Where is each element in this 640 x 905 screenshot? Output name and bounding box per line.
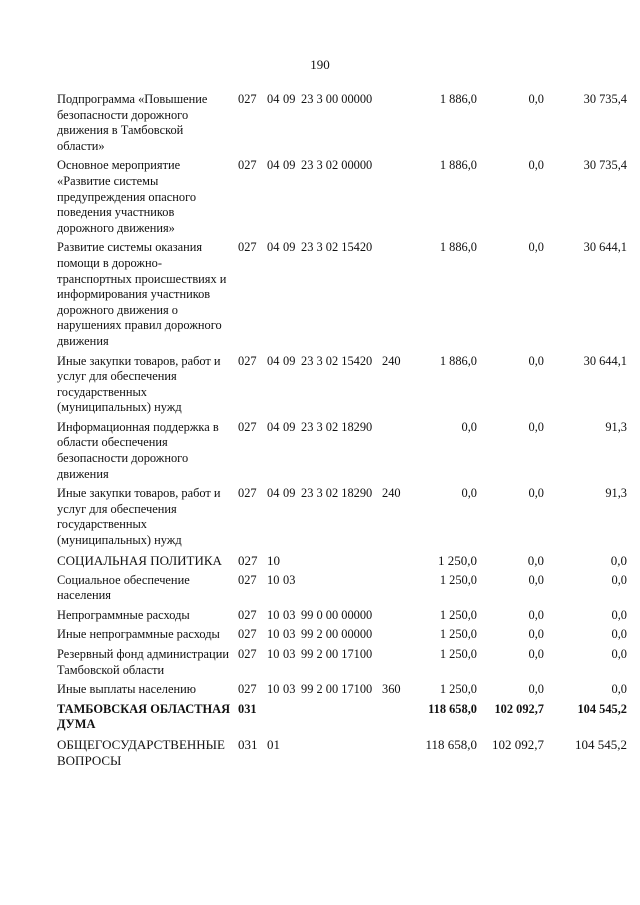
- row-name: Основное мероприятие «Развитие системы предупреждения опасного поведения участников дорожного движения»: [57, 158, 197, 235]
- row-value-2: 0,0: [528, 647, 544, 661]
- row-pr: 03: [283, 572, 296, 587]
- row-value-3: 0,0: [611, 572, 627, 587]
- row-value-1: 1 250,0: [439, 627, 477, 642]
- row-ved: 027: [238, 607, 257, 622]
- row-csr: 99 2 00 17100: [301, 682, 373, 697]
- row-value-3: 0,0: [611, 607, 627, 622]
- row-rz: 04: [267, 353, 280, 368]
- row-value-2: 102 092,7: [492, 736, 544, 752]
- table-row: [57, 737, 627, 769]
- row-pr: 09: [283, 419, 296, 434]
- row-value-1: 0,0: [461, 486, 477, 501]
- row-csr: 99 2 00 00000: [301, 627, 373, 642]
- row-value-3: 0,0: [611, 647, 627, 661]
- row-rz: 10: [267, 607, 280, 622]
- row-value-3: 30 644,1: [583, 353, 627, 368]
- row-rz: 10: [267, 647, 280, 661]
- row-value-3: 30 644,1: [583, 240, 627, 255]
- row-value-1: 118 658,0: [425, 736, 477, 752]
- row-rz: 10: [267, 572, 280, 587]
- row-rz: 10: [267, 682, 280, 697]
- row-value-1: 1 250,0: [439, 572, 477, 587]
- row-value-1: 1 886,0: [439, 353, 477, 368]
- row-pr: 03: [283, 607, 296, 622]
- row-value-3: 0,0: [611, 627, 627, 642]
- row-value-2: 0,0: [528, 92, 544, 106]
- table-row: [57, 553, 627, 569]
- row-ved: 027: [238, 552, 258, 568]
- row-rz: 01: [267, 736, 280, 752]
- row-value-2: 0,0: [528, 353, 544, 368]
- row-csr: 23 3 02 18290: [301, 486, 373, 501]
- table-row: [57, 354, 627, 416]
- row-csr: 23 3 02 18290: [301, 419, 373, 434]
- table-row: [57, 92, 627, 154]
- row-pr: 09: [283, 353, 296, 368]
- row-pr: 09: [283, 486, 296, 501]
- row-ved: 027: [238, 353, 257, 368]
- row-pr: 03: [283, 682, 296, 697]
- row-csr: 99 0 00 00000: [301, 607, 373, 622]
- row-pr: 09: [283, 240, 296, 255]
- row-name: Иные выплаты населению: [57, 682, 196, 697]
- row-csr: 99 2 00 17100: [301, 647, 373, 661]
- row-pr: 03: [283, 627, 296, 642]
- table-row: [57, 486, 627, 548]
- row-name: Информационная поддержка в области обеспечения безопасности дорожного движения: [57, 419, 219, 481]
- table-row: [57, 682, 627, 698]
- row-pr: 09: [283, 158, 296, 173]
- row-rz: 04: [267, 158, 280, 173]
- row-value-1: 1 250,0: [439, 682, 477, 697]
- row-vr: 240: [382, 353, 401, 368]
- row-ved: 027: [238, 572, 257, 587]
- row-value-1: 1 886,0: [439, 158, 477, 173]
- row-rz: 04: [267, 419, 280, 434]
- row-value-2: 0,0: [528, 158, 544, 173]
- row-name: Резервный фонд администрации Тамбовской области: [57, 647, 229, 677]
- row-rz: 10: [267, 627, 280, 642]
- table-row: [57, 240, 627, 349]
- table-row: [57, 627, 627, 643]
- row-ved: 027: [238, 419, 257, 434]
- row-value-1: 1 250,0: [438, 552, 477, 568]
- row-ved: 027: [238, 486, 257, 501]
- row-name: Подпрограмма «Повышение безопасности дорожного движения в Тамбовской области»: [57, 92, 208, 153]
- row-pr: 09: [283, 92, 296, 106]
- row-value-3: 91,3: [605, 486, 627, 501]
- row-value-1: 1 886,0: [439, 240, 477, 255]
- row-value-1: 1 250,0: [439, 607, 477, 622]
- row-csr: 23 3 02 15420: [301, 240, 373, 255]
- row-value-2: 0,0: [528, 682, 544, 697]
- row-value-3: 104 545,2: [575, 736, 627, 752]
- table-row: [57, 702, 627, 733]
- row-value-2: 0,0: [528, 419, 544, 434]
- row-name: СОЦИАЛЬНАЯ ПОЛИТИКА: [57, 552, 222, 568]
- table-row: [57, 573, 627, 604]
- row-csr: 23 3 02 00000: [301, 158, 373, 173]
- row-ved: 031: [238, 701, 257, 716]
- row-value-3: 104 545,2: [577, 701, 627, 716]
- row-name: Развитие системы оказания помощи в дорожно-транспортных происшествиях и информирования участников дорожного движения о нарушениях правил дорожного движения: [57, 240, 227, 348]
- row-value-1: 0,0: [461, 419, 477, 434]
- row-value-3: 0,0: [611, 682, 627, 697]
- row-value-2: 0,0: [528, 607, 544, 622]
- row-rz: 04: [267, 486, 280, 501]
- row-ved: 027: [238, 92, 257, 106]
- row-value-2: 0,0: [528, 572, 544, 587]
- row-value-3: 0,0: [610, 552, 627, 568]
- row-name: Иные непрограммные расходы: [57, 627, 220, 642]
- row-value-2: 0,0: [528, 486, 544, 501]
- row-ved: 027: [238, 647, 257, 661]
- row-value-3: 91,3: [605, 419, 627, 434]
- row-name: ОБЩЕГОСУДАРСТВЕННЫЕ ВОПРОСЫ: [57, 736, 225, 768]
- row-rz: 04: [267, 240, 280, 255]
- row-value-3: 30 735,4: [583, 92, 627, 106]
- row-ved: 027: [238, 158, 257, 173]
- row-name: Непрограммные расходы: [57, 607, 190, 622]
- table-row: [57, 647, 627, 678]
- table-row: [57, 420, 627, 482]
- row-ved: 027: [238, 240, 257, 255]
- row-value-1: 1 886,0: [439, 92, 477, 106]
- table-row: [57, 158, 627, 236]
- row-name: Социальное обеспечение населения: [57, 572, 190, 603]
- row-name: Иные закупки товаров, работ и услуг для обеспечения государственных (муниципальных) нужд: [57, 486, 221, 548]
- row-rz: 10: [267, 552, 280, 568]
- row-name: Иные закупки товаров, работ и услуг для обеспечения государственных (муниципальных) нужд: [57, 353, 221, 415]
- row-ved: 027: [238, 627, 257, 642]
- row-value-2: 0,0: [527, 552, 544, 568]
- row-name: ТАМБОВСКАЯ ОБЛАСТНАЯ ДУМА: [57, 701, 231, 732]
- row-csr: 23 3 02 15420: [301, 353, 373, 368]
- row-rz: 04: [267, 92, 280, 106]
- table-row: [57, 608, 627, 624]
- row-value-3: 30 735,4: [583, 158, 627, 173]
- row-vr: 240: [382, 486, 401, 501]
- row-value-2: 0,0: [528, 627, 544, 642]
- row-ved: 027: [238, 682, 257, 697]
- row-vr: 360: [382, 682, 401, 697]
- row-value-1: 118 658,0: [428, 701, 477, 716]
- row-ved: 031: [238, 736, 258, 752]
- row-value-2: 0,0: [528, 240, 544, 255]
- row-pr: 03: [283, 647, 296, 661]
- budget-table: [57, 92, 627, 773]
- row-value-1: 1 250,0: [439, 647, 477, 661]
- page-number: 190: [310, 57, 330, 72]
- row-value-2: 102 092,7: [494, 701, 544, 716]
- row-csr: 23 3 00 00000: [301, 92, 373, 106]
